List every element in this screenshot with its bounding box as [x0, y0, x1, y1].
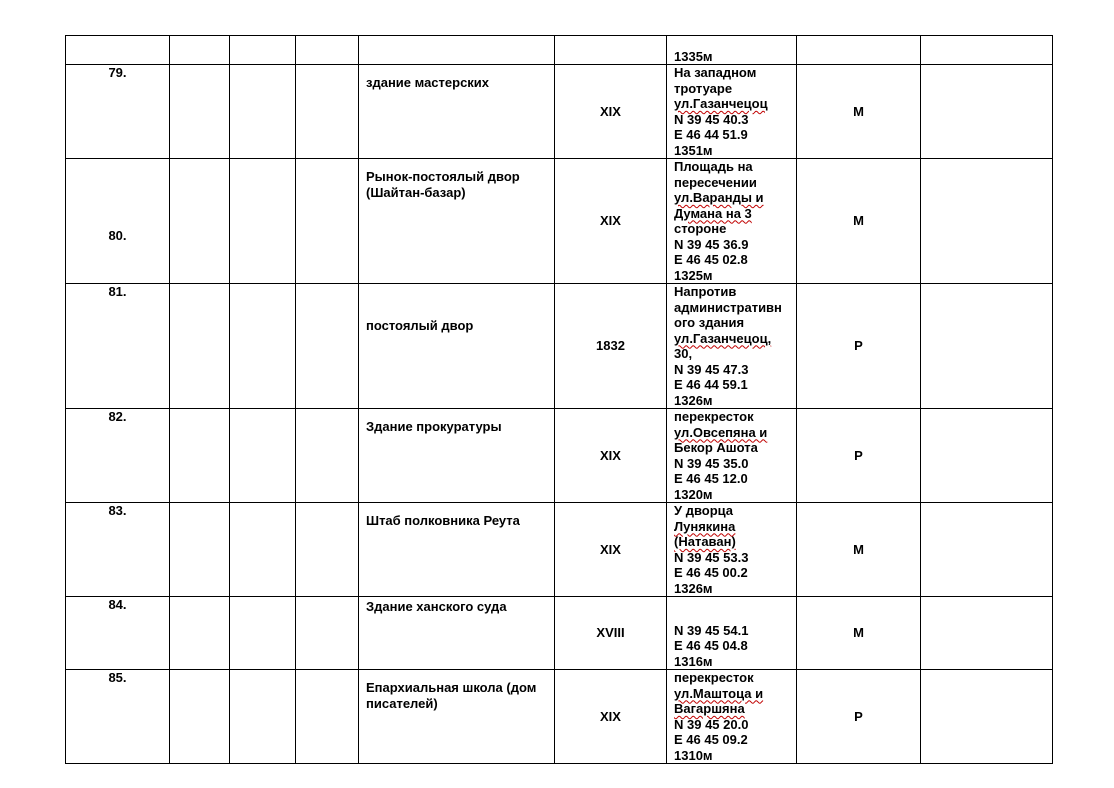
location-line: Напротив [674, 284, 737, 299]
location-line: 1335м [674, 48, 713, 64]
location-line: E 46 45 12.0 [674, 471, 748, 486]
location-line: пересечении [674, 174, 757, 190]
monument-location [667, 597, 797, 670]
location-line: перекресток [674, 409, 754, 424]
location-line: ул.Газанчецоц, [674, 330, 772, 346]
row-number: 82. [66, 409, 170, 503]
location-line: E 46 45 04.8 [674, 638, 748, 653]
monument-name: Епархиальная школа (дом писателей) [359, 670, 555, 764]
table-row [66, 409, 1053, 503]
row-number: 83. [66, 503, 170, 597]
location-line: E 46 45 09.2 [674, 732, 748, 747]
monument-name: Рынок-постоялый двор (Шайтан-базар) [359, 159, 555, 284]
table-row [66, 36, 1053, 65]
location-line: N 39 45 53.3 [674, 549, 749, 565]
monument-date: XIX [555, 65, 667, 159]
monument-location [667, 159, 797, 284]
table-row [66, 503, 1053, 597]
monument-date: XVIII [555, 597, 667, 670]
monument-name: постоялый двор [359, 284, 555, 409]
table-row [66, 284, 1053, 409]
monument-name: Штаб полковника Реута [359, 503, 555, 597]
monument-location [667, 409, 797, 503]
location-line: Площадь на [674, 159, 753, 174]
location-line: 1310м [674, 747, 713, 763]
location-line: ого здания [674, 315, 745, 330]
monument-name: Здание прокуратуры [359, 409, 555, 503]
monument-category: Р [797, 409, 921, 503]
location-line: ул.Варанды и [674, 190, 764, 205]
location-line: N 39 45 20.0 [674, 716, 749, 732]
location-line: ул.Газанчецоц [674, 96, 768, 111]
monument-category: М [797, 159, 921, 284]
row-number: 85. [66, 670, 170, 764]
location-line: N 39 45 40.3 [674, 111, 749, 127]
location-line: E 46 44 59.1 [674, 377, 748, 392]
monuments-table [65, 35, 1053, 764]
location-line: N 39 45 47.3 [674, 361, 749, 377]
row-number: 79. [66, 65, 170, 159]
monument-location [667, 670, 797, 764]
location-line: Вагаршяна [674, 701, 745, 716]
location-line: N 39 45 54.1 [674, 622, 749, 638]
location-line: E 46 44 51.9 [674, 127, 748, 142]
location-line: N 39 45 35.0 [674, 455, 749, 471]
location-line: стороне [674, 221, 727, 236]
monument-date: XIX [555, 503, 667, 597]
monument-category: М [797, 597, 921, 670]
row-number: 84. [66, 597, 170, 670]
row-number: 80. [66, 159, 170, 284]
location-line: административн [674, 299, 782, 315]
location-line: E 46 45 02.8 [674, 252, 748, 267]
location-line: 1325м [674, 267, 713, 283]
monument-date: XIX [555, 409, 667, 503]
location-line: 1326м [674, 580, 713, 596]
monument-category: М [797, 503, 921, 597]
monument-location [667, 503, 797, 597]
location-line: ул.Овсепяна и [674, 424, 768, 440]
location-line: тротуаре [674, 80, 733, 96]
location-line: (Натаван) [674, 534, 736, 549]
monument-date: XIX [555, 159, 667, 284]
monument-category: М [797, 65, 921, 159]
row-number: 81. [66, 284, 170, 409]
location-line: ул.Маштоца и [674, 685, 764, 701]
monument-location [667, 284, 797, 409]
location-line: 1320м [674, 486, 713, 502]
location-line: Бекор Ашота [674, 440, 758, 455]
table-row [66, 65, 1053, 159]
monument-category: Р [797, 284, 921, 409]
location-line: 1351м [674, 142, 713, 158]
monument-name: Здание ханского суда [359, 597, 555, 670]
table-row [66, 159, 1053, 284]
location-line: У дворца [674, 503, 734, 518]
table-row [66, 597, 1053, 670]
location-line: 30, [674, 346, 693, 361]
monument-date: 1832 [555, 284, 667, 409]
location-line: E 46 45 00.2 [674, 565, 748, 580]
location-line: перекресток [674, 670, 754, 685]
location-line: 1326м [674, 392, 713, 408]
location-line: Лунякина [674, 518, 736, 534]
monument-location [667, 65, 797, 159]
table-row [66, 670, 1053, 764]
location-line: N 39 45 36.9 [674, 236, 749, 252]
monument-name: здание мастерских [359, 65, 555, 159]
location-line: Думана на 3 [674, 205, 752, 221]
monument-category: Р [797, 670, 921, 764]
monument-date: XIX [555, 670, 667, 764]
location-line: 1316м [674, 653, 713, 669]
location-line: На западном [674, 65, 757, 80]
